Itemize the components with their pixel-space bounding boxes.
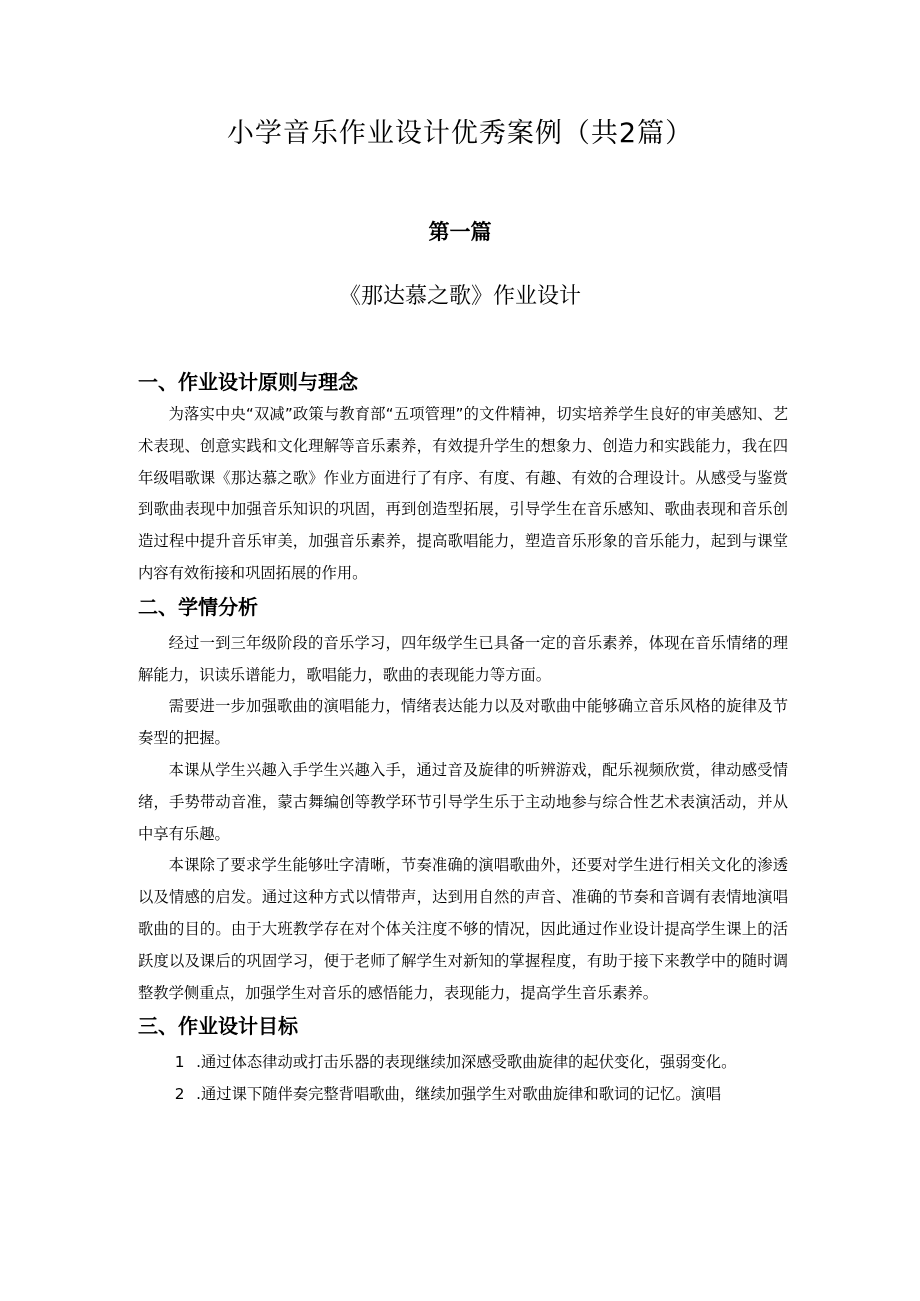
section-heading-goals: 三、作业设计目标	[138, 1014, 298, 1039]
paragraph: 本课从学生兴趣入手学生兴趣入手，通过音及旋律的听辨游戏，配乐视频欣赏，律动感受情绪，手势带动音准，蒙古舞编创等教学环节引导学生乐于主动地参与综合性艺术表演活动，并从中享有乐趣。	[138, 760, 788, 843]
section-heading-student-analysis: 二、学情分析	[138, 594, 258, 619]
lesson-subtitle: 《那达慕之歌》作业设计	[338, 284, 581, 309]
paragraph: 需要进一步加强歌曲的演唱能力，情绪表达能力以及对歌曲中能够确立音乐风格的旋律及节奏型的把握。	[138, 697, 788, 748]
list-item-text: .通过体态律动或打击乐器的表现继续加深感受歌曲旋律的起伏变化，强弱变化。	[196, 1053, 737, 1072]
list-item-text: .通过课下随伴奏完整背唱歌曲，继续加强学生对歌曲旋律和歌词的记忆。演唱	[196, 1085, 722, 1104]
section-heading-principles: 一、作业设计原则与理念	[138, 370, 358, 394]
document-body	[138, 365, 788, 1111]
paragraph: 为落实中央“双减”政策与教育部“五项管理”的文件精神，切实培养学生良好的审美感知、艺术表现、创意实践和文化理解等音乐素养，有效提升学生的想象力、创造力和实践能力，我在四年级唱歌课《那达慕之歌》作业方面进行了有序、有度、有趣、有效的合理设计。从感受与鉴赏到歌曲表现中加强音乐知识的巩固，再到创造型拓展，引导学生在音乐感知、歌曲表现和音乐创造过程中提升音乐审美，加强音乐素养，提高歌唱能力，塑造音乐形象的音乐能力，起到与课堂内容有效衔接和巩固拓展的作用。	[138, 405, 788, 582]
part-title: 第一篇	[428, 220, 492, 244]
list-item-number: 1	[174, 1053, 185, 1072]
list-item	[138, 1047, 788, 1079]
paragraph: 经过一到三年级阶段的音乐学习，四年级学生已具备一定的音乐素养，体现在音乐情绪的理解能力，识读乐谱能力，歌唱能力，歌曲的表现能力等方面。	[138, 633, 788, 684]
list-item-number: 2	[174, 1085, 185, 1104]
list-item	[138, 1079, 788, 1111]
document-title: 小学音乐作业设计优秀案例（共2篇）	[226, 118, 694, 149]
paragraph: 本课除了要求学生能够吐字清晰，节奏准确的演唱歌曲外，还要对学生进行相关文化的渗透以及情感的启发。通过这种方式以情带声，达到用自然的声音、准确的节奏和音调有表情地演唱歌曲的目的。由于大班教学存在对个体关注度不够的情况，因此通过作业设计提高学生课上的活跃度以及课后的巩固学习，便于老师了解学生对新知的掌握程度，有助于接下来教学中的随时调整教学侧重点，加强学生对音乐的感悟能力，表现能力，提高学生音乐素养。	[138, 856, 788, 1002]
